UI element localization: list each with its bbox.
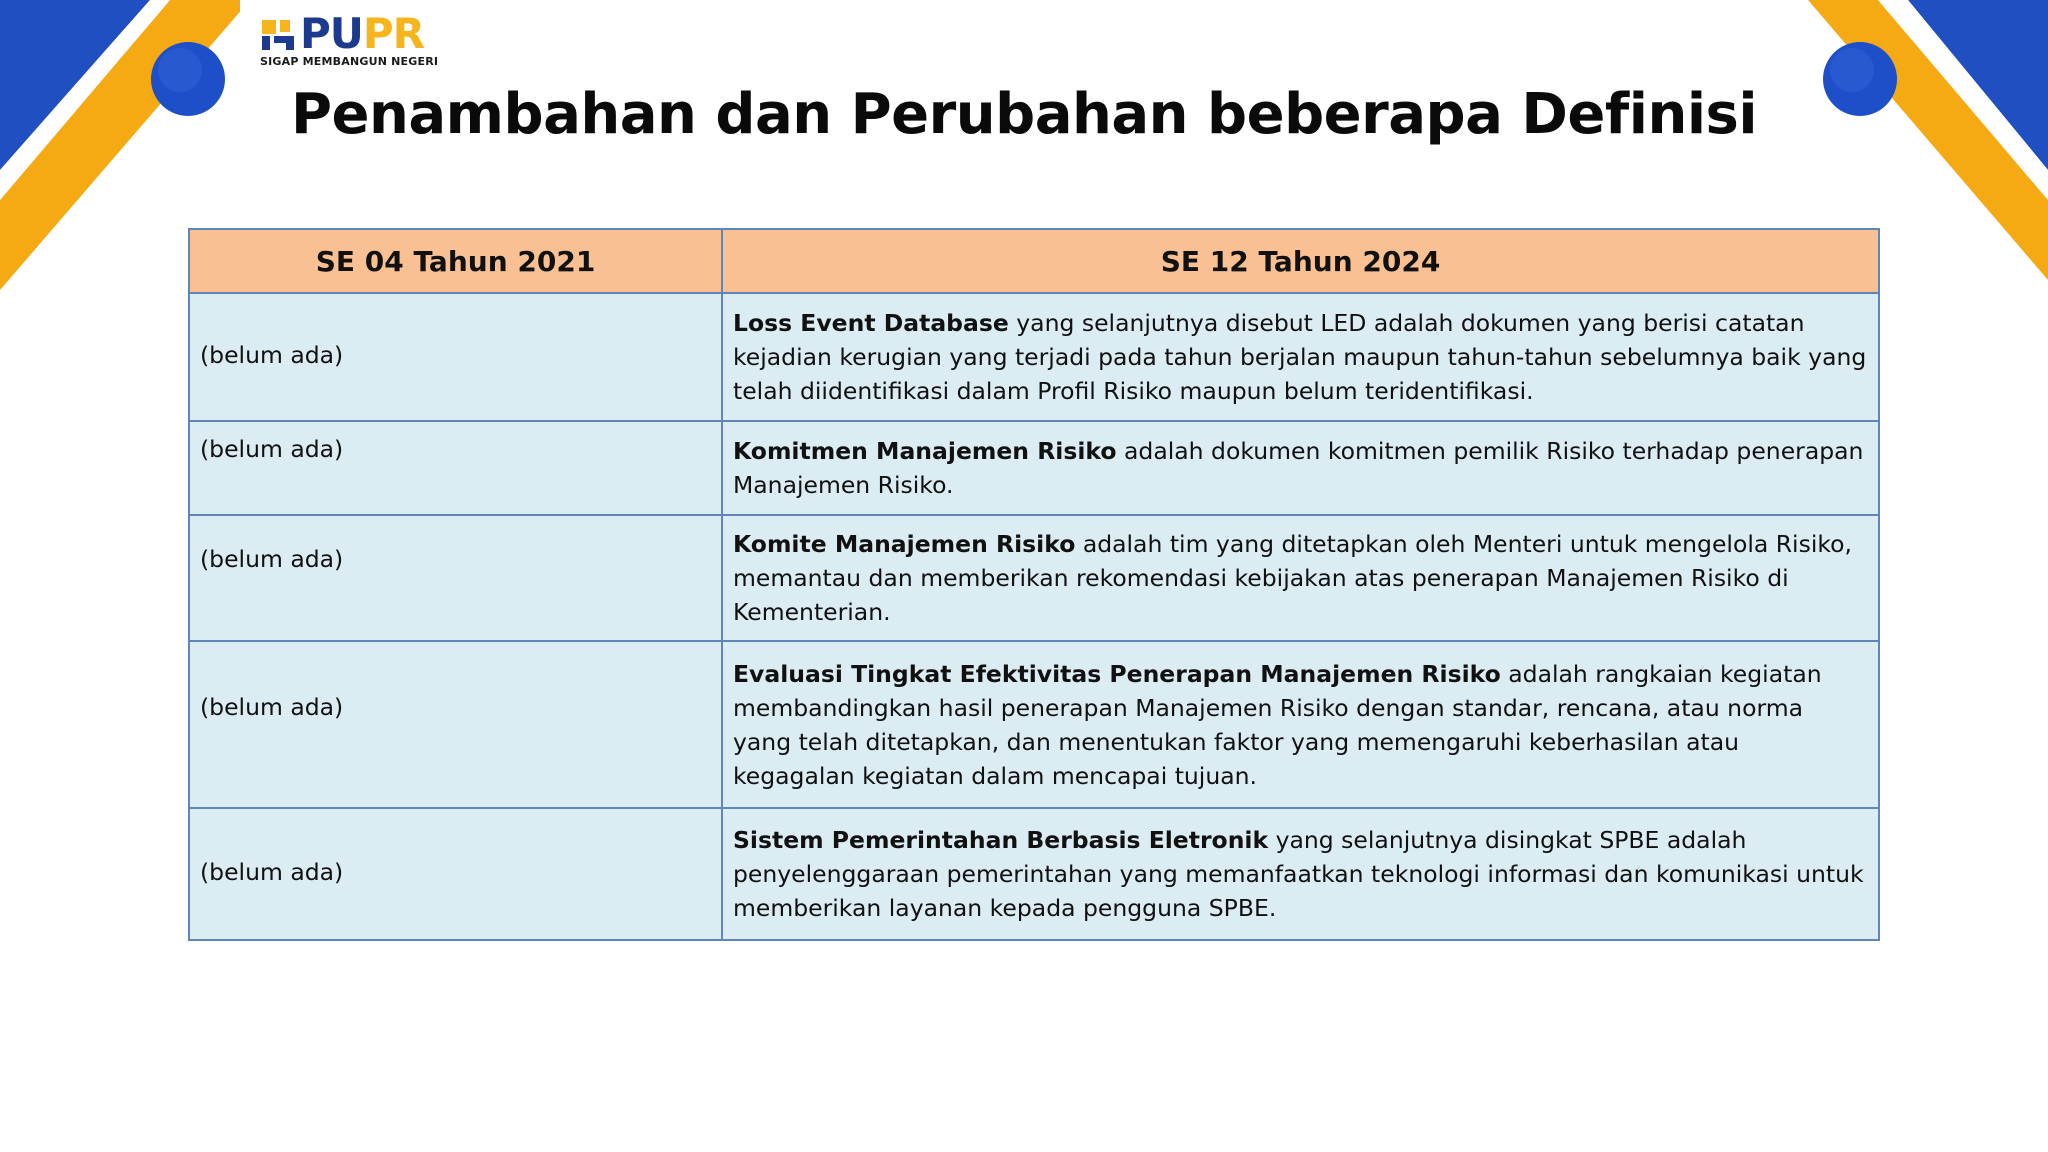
definition-term: Komite Manajemen Risiko xyxy=(733,530,1076,558)
header-se-2021: SE 04 Tahun 2021 xyxy=(189,229,722,293)
old-definition-cell: (belum ada) xyxy=(189,641,722,808)
header-se-2024: SE 12 Tahun 2024 xyxy=(722,229,1879,293)
new-definition-cell xyxy=(722,515,1879,641)
table-row xyxy=(189,808,1879,940)
pupr-emblem-icon xyxy=(260,16,298,54)
definition-term: Komitmen Manajemen Risiko xyxy=(733,437,1117,465)
definition-text: adalah dokumen komitmen pemilik Risiko terhadap penerapan Manajemen Risiko. xyxy=(733,437,1864,499)
definitions-table xyxy=(188,228,1880,941)
pupr-logo xyxy=(260,9,470,70)
new-definition-cell xyxy=(722,293,1879,421)
definition-text: yang selanjutnya disingkat SPBE adalah penyelenggaraan pemerintahan yang memanfaatkan teknologi informasi dan komunikasi untuk memberikan layanan kepada pengguna SPBE. xyxy=(733,826,1864,922)
logo-wordmark: PUPR xyxy=(300,9,425,58)
table-row xyxy=(189,515,1879,641)
page-title: Penambahan dan Perubahan beberapa Definisi xyxy=(290,82,1758,147)
table-row xyxy=(189,421,1879,515)
table-row xyxy=(189,641,1879,808)
definition-text: adalah rangkaian kegiatan membandingkan hasil penerapan Manajemen Risiko dengan standar, rencana, atau norma yang telah ditetapkan, dan menentukan faktor yang memengaruhi keberhasilan atau kegagalan kegiatan dalam mencapai tujuan. xyxy=(733,659,1822,790)
definition-term: Loss Event Database xyxy=(733,309,1009,337)
new-definition-cell xyxy=(722,641,1879,808)
definition-term: Sistem Pemerintahan Berbasis Eletronik xyxy=(733,826,1269,854)
old-definition-cell: (belum ada) xyxy=(189,421,722,515)
old-definition-cell: (belum ada) xyxy=(189,293,722,421)
new-definition-cell xyxy=(722,421,1879,515)
old-definition-cell: (belum ada) xyxy=(189,515,722,641)
definition-term: Evaluasi Tingkat Efektivitas Penerapan Manajemen Risiko xyxy=(733,659,1501,688)
new-definition-cell xyxy=(722,808,1879,940)
logo-tagline: SIGAP MEMBANGUN NEGERI xyxy=(260,55,439,68)
definition-text: adalah tim yang ditetapkan oleh Menteri untuk mengelola Risiko, memantau dan memberikan rekomendasi kebijakan atas penerapan Manajemen Risiko di Kementerian. xyxy=(733,530,1852,626)
definition-text: yang selanjutnya disebut LED adalah dokumen yang berisi catatan kejadian kerugian yang terjadi pada tahun berjalan maupun tahun-tahun sebelumnya baik yang telah diidentifikasi dalam Profil Risiko maupun belum teridentifikasi. xyxy=(733,309,1867,405)
table-row xyxy=(189,293,1879,421)
old-definition-cell: (belum ada) xyxy=(189,808,722,940)
table-header-row xyxy=(189,229,1879,293)
